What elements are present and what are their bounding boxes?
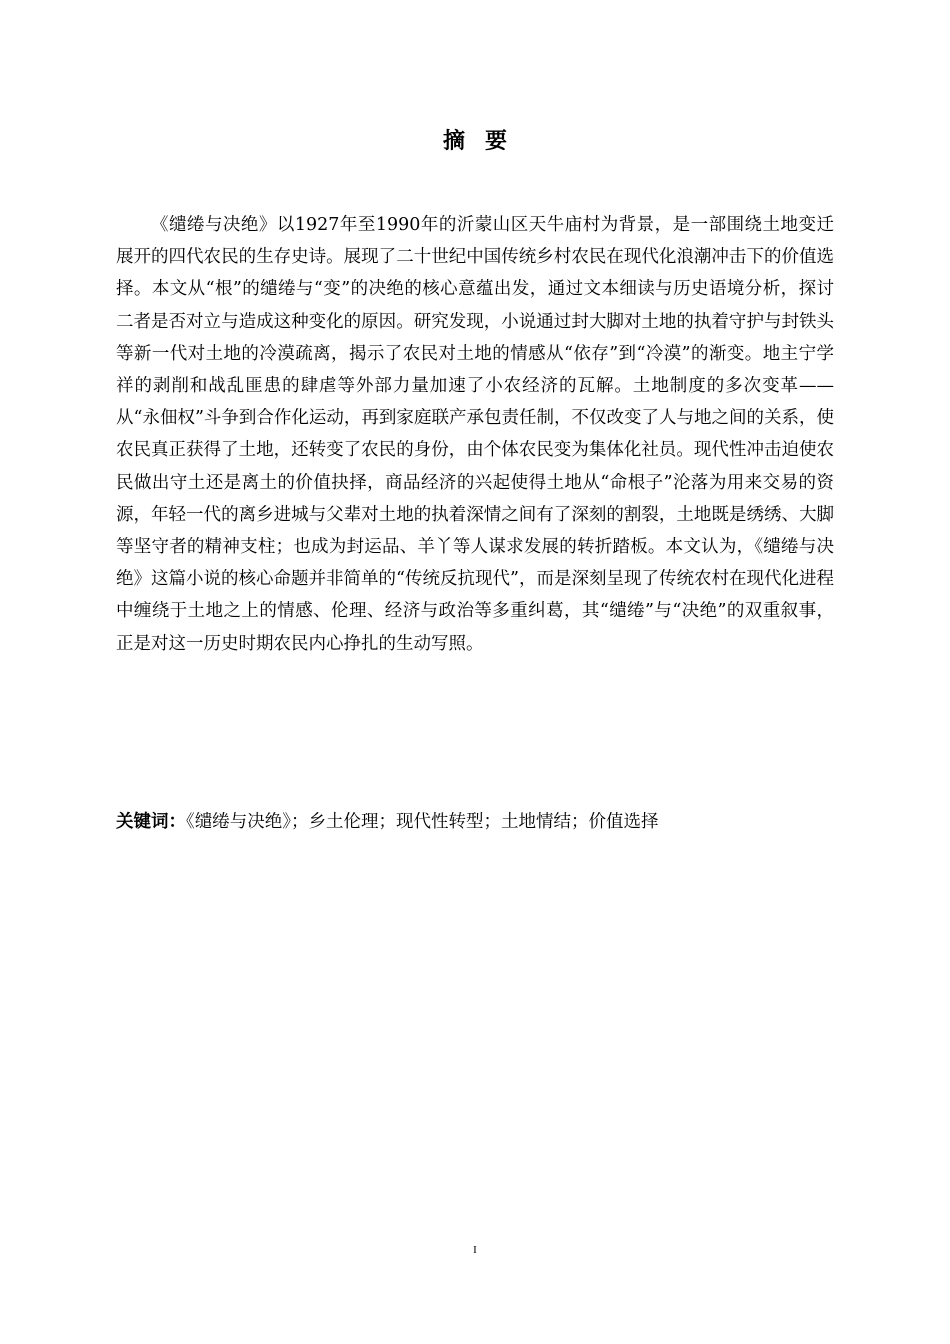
keywords-line — [116, 806, 834, 838]
abstract-body: 《缱绻与决绝》以1927年至1990年的沂蒙山区天牛庙村为背景，是一部围绕土地变迁展开的四代农民的生存史诗。展现了二十世纪中国传统乡村农民在现代化浪潮冲击下的价值选择。本文从“根”的缱绻与“变”的决绝的核心意蕴出发，通过文本细读与历史语境分析，探讨二者是否对立与造成这种变化的原因。研究发现，小说通过封大脚对土地的执着守护与封铁头等新一代对土地的冷漠疏离，揭示了农民对土地的情感从“依存”到“冷漠”的渐变。地主宁学祥的剥削和战乱匪患的肆虐等外部力量加速了小农经济的瓦解。土地制度的多次变革——从“永佃权”斗争到合作化运动，再到家庭联产承包责任制，不仅改变了人与地之间的关系，使农民真正获得了土地，还转变了农民的身份，由个体农民变为集体化社员。现代性冲击迫使农民做出守土还是离土的价值抉择，商品经济的兴起使得土地从“命根子”沦落为用来交易的资源，年轻一代的离乡进城与父辈对土地的执着深情之间有了深刻的割裂，土地既是绣绣、大脚等坚守者的精神支柱；也成为封运品、羊丫等人谋求发展的转折踏板。本文认为，《缱绻与决绝》这篇小说的核心命题并非简单的“传统反抗现代”，而是深刻呈现了传统农村在现代化进程中缠绕于土地之上的情感、伦理、经济与政治等多重纠葛，其“缱绻”与“决绝”的双重叙事，正是对这一历史时期农民内心挣扎的生动写照。 — [116, 215, 834, 654]
page-number: I — [473, 1244, 477, 1256]
keywords-label: 关键词： — [116, 812, 186, 832]
keywords-text: 《缱绻与决绝》；乡土伦理；现代性转型；土地情结；价值选择 — [186, 812, 659, 832]
abstract-title: 摘要 — [442, 129, 527, 154]
